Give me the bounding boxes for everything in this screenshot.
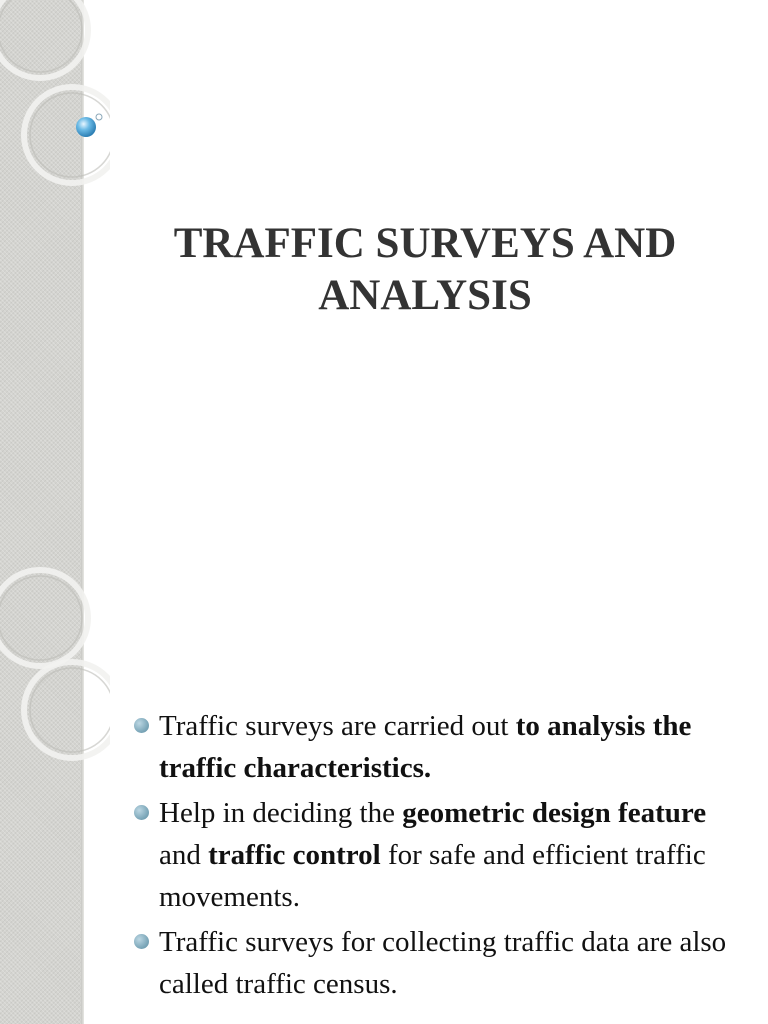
orb-icon [0,0,110,160]
slide-title [130,218,720,322]
bullet-bold-text: to analysis the traffic characteristics. [159,710,692,784]
bullet-dot-icon [134,934,149,949]
bullet-list [132,705,747,1008]
bullet-text: Traffic surveys for collecting traffic data are also called traffic census. [159,926,727,1000]
title-line-1: TRAFFIC SURVEYS AND [173,220,677,267]
bullet-item [132,792,747,918]
bullet-text: for safe and efficient traffic movements. [159,839,706,913]
bullet-text: and [159,839,209,871]
bullet-bold-text: traffic control [208,839,381,871]
bullet-bold-text: geometric design feature [402,797,707,829]
bullet-item [132,705,747,789]
bullet-text: Help in deciding the [159,797,403,829]
bullet-dot-icon [134,718,149,733]
bullet-dot-icon [134,805,149,820]
bullet-item [132,921,747,1005]
bullet-text: Traffic surveys are carried out [159,710,516,742]
title-line-2: ANALYSIS [318,272,532,319]
